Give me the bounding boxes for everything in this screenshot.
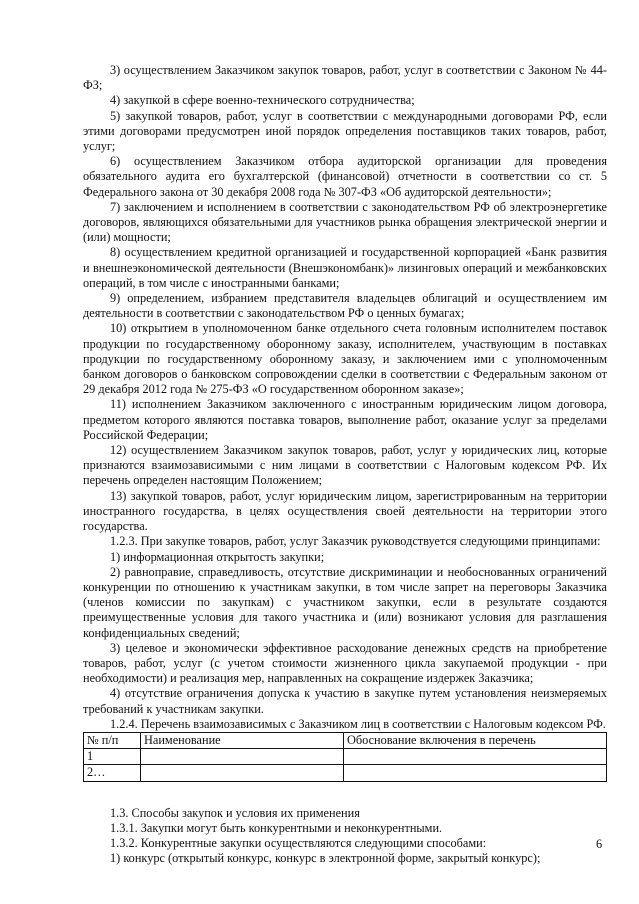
paragraph-clause-7: 7) заключением и исполнением в соответствии с законодательством РФ об электроэнергетике договоров, являющихся обязательными для участников рынка обращения электрической энергии и (или) мощности; — [83, 199, 607, 245]
table-cell — [344, 765, 607, 781]
table-spacer — [83, 782, 607, 806]
paragraph-clause-10: 10) открытием в уполномоченном банке отдельного счета головным исполнителем поставок продукции по государственному оборонному заказу, исполнителем, участвующим в поставках продукции по государственному оборонному заказу, и заключением ими с уполномоченным банком договоров о банковском сопровождении сделки в соответствии с Федеральным законом от 29 декабря 2012 года № 275-ФЗ «О государственном оборонном заказе»; — [83, 321, 607, 397]
paragraph-section-1-3-1: 1.3.1. Закупки могут быть конкурентными и неконкурентными. — [110, 820, 443, 835]
paragraph-principle-3: 3) целевое и экономически эффективное расходование денежных средств на приобретение товаров, работ, услуг (с учетом стоимости жизненного цикла закупаемой продукции - при необходимости) и реализация мер, направленных на сокращение издержек Заказчика; — [83, 640, 607, 686]
table-cell: 1 — [84, 749, 141, 765]
paragraph-clause-4: 4) закупкой в сфере военно-технического сотрудничества; — [110, 93, 415, 108]
table-cell — [141, 765, 344, 781]
paragraph-clause-3: 3) осуществлением Заказчиком закупок товаров, работ, услуг в соответствии с Законом № 44-ФЗ; — [83, 63, 607, 93]
paragraph-method-1: 1) конкурс (открытый конкурс, конкурс в электронной форме, закрытый конкурс); — [110, 851, 541, 866]
table-cell: 2… — [84, 765, 141, 781]
paragraph-section-1-3: 1.3. Способы закупок и условия их применения — [110, 805, 360, 820]
table-header-row — [84, 732, 607, 748]
table-header-justification: Обоснование включения в перечень — [344, 732, 607, 748]
paragraph-clause-12: 12) осуществлением Заказчиком закупок товаров, работ, услуг у юридических лиц, которые признаются взаимозависимыми с ним лицами в соответствии с Налоговым кодексом РФ. Их перечень определен настоящим Положением; — [83, 443, 607, 488]
related-parties-table — [83, 732, 607, 782]
paragraph-principle-1: 1) информационная открытость закупки; — [110, 549, 325, 564]
paragraph-principle-2: 2) равноправие, справедливость, отсутствие дискриминации и необоснованных ограничений конкуренции по отношению к участникам закупки, в том числе запрет на переговоры Заказчика (членов комиссии по закупкам) с участником закупки, если в результате создаются преимущественные условия для такого участника и (или) возникают условия для разглашения конфиденциальных сведений; — [83, 564, 607, 640]
table-row — [84, 749, 607, 765]
paragraph-clause-9: 9) определением, избранием представителя владельцев облигаций и осуществлением им деятельности в соответствии с законодательством РФ о ценных бумагах; — [83, 291, 607, 321]
table-cell — [141, 749, 344, 765]
paragraph-principle-4: 4) отсутствие ограничения допуска к участию в закупке путем установления неизмеряемых требований к участникам закупки. — [83, 686, 607, 716]
table-row — [84, 765, 607, 781]
document-body — [83, 63, 607, 866]
table-header-name: Наименование — [141, 732, 344, 748]
paragraph-section-1-2-3: 1.2.3. При закупке товаров, работ, услуг Заказчик руководствуется следующими принципами: — [110, 534, 601, 549]
paragraph-section-1-3-2: 1.3.2. Конкурентные закупки осуществляются следующими способами: — [110, 835, 487, 850]
table-cell — [344, 749, 607, 765]
table-header-number: № п/п — [84, 732, 141, 748]
paragraph-clause-13: 13) закупкой товаров, работ, услуг юридическим лицом, зарегистрированным на территории иностранного государства, в целях осуществления своей деятельности на территории этого государства. — [83, 488, 607, 534]
paragraph-clause-6: 6) осуществлением Заказчиком отбора аудиторской организации для проведения обязательного аудита его бухгалтерской (финансовой) отчетности в соответствии со ст. 5 Федерального закона от 30 декабря 2008 года № 307-ФЗ «Об аудиторской деятельности»; — [83, 154, 607, 199]
paragraph-clause-8: 8) осуществлением кредитной организацией и государственной корпорацией «Банк развития и внешнеэкономической деятельности (Внешэкономбанк)» лизинговых операций и межбанковских операций, в том числе с иностранными банками; — [83, 245, 607, 290]
paragraph-clause-5: 5) закупкой товаров, работ, услуг в соответствии с международными договорами РФ, если этими договорами предусмотрен иной порядок определения поставщиков таких товаров, работ, услуг; — [83, 108, 607, 154]
paragraph-section-1-2-4: 1.2.4. Перечень взаимозависимых с Заказчиком лиц в соответствии с Налоговым кодексом РФ. — [110, 716, 606, 731]
page-number: 6 — [596, 837, 603, 851]
paragraph-clause-11: 11) исполнением Заказчиком заключенного с иностранным юридическим лицом договора, предметом которого являются поставка товаров, выполнение работ, оказание услуг за пределами Российской Федерации; — [83, 397, 607, 442]
